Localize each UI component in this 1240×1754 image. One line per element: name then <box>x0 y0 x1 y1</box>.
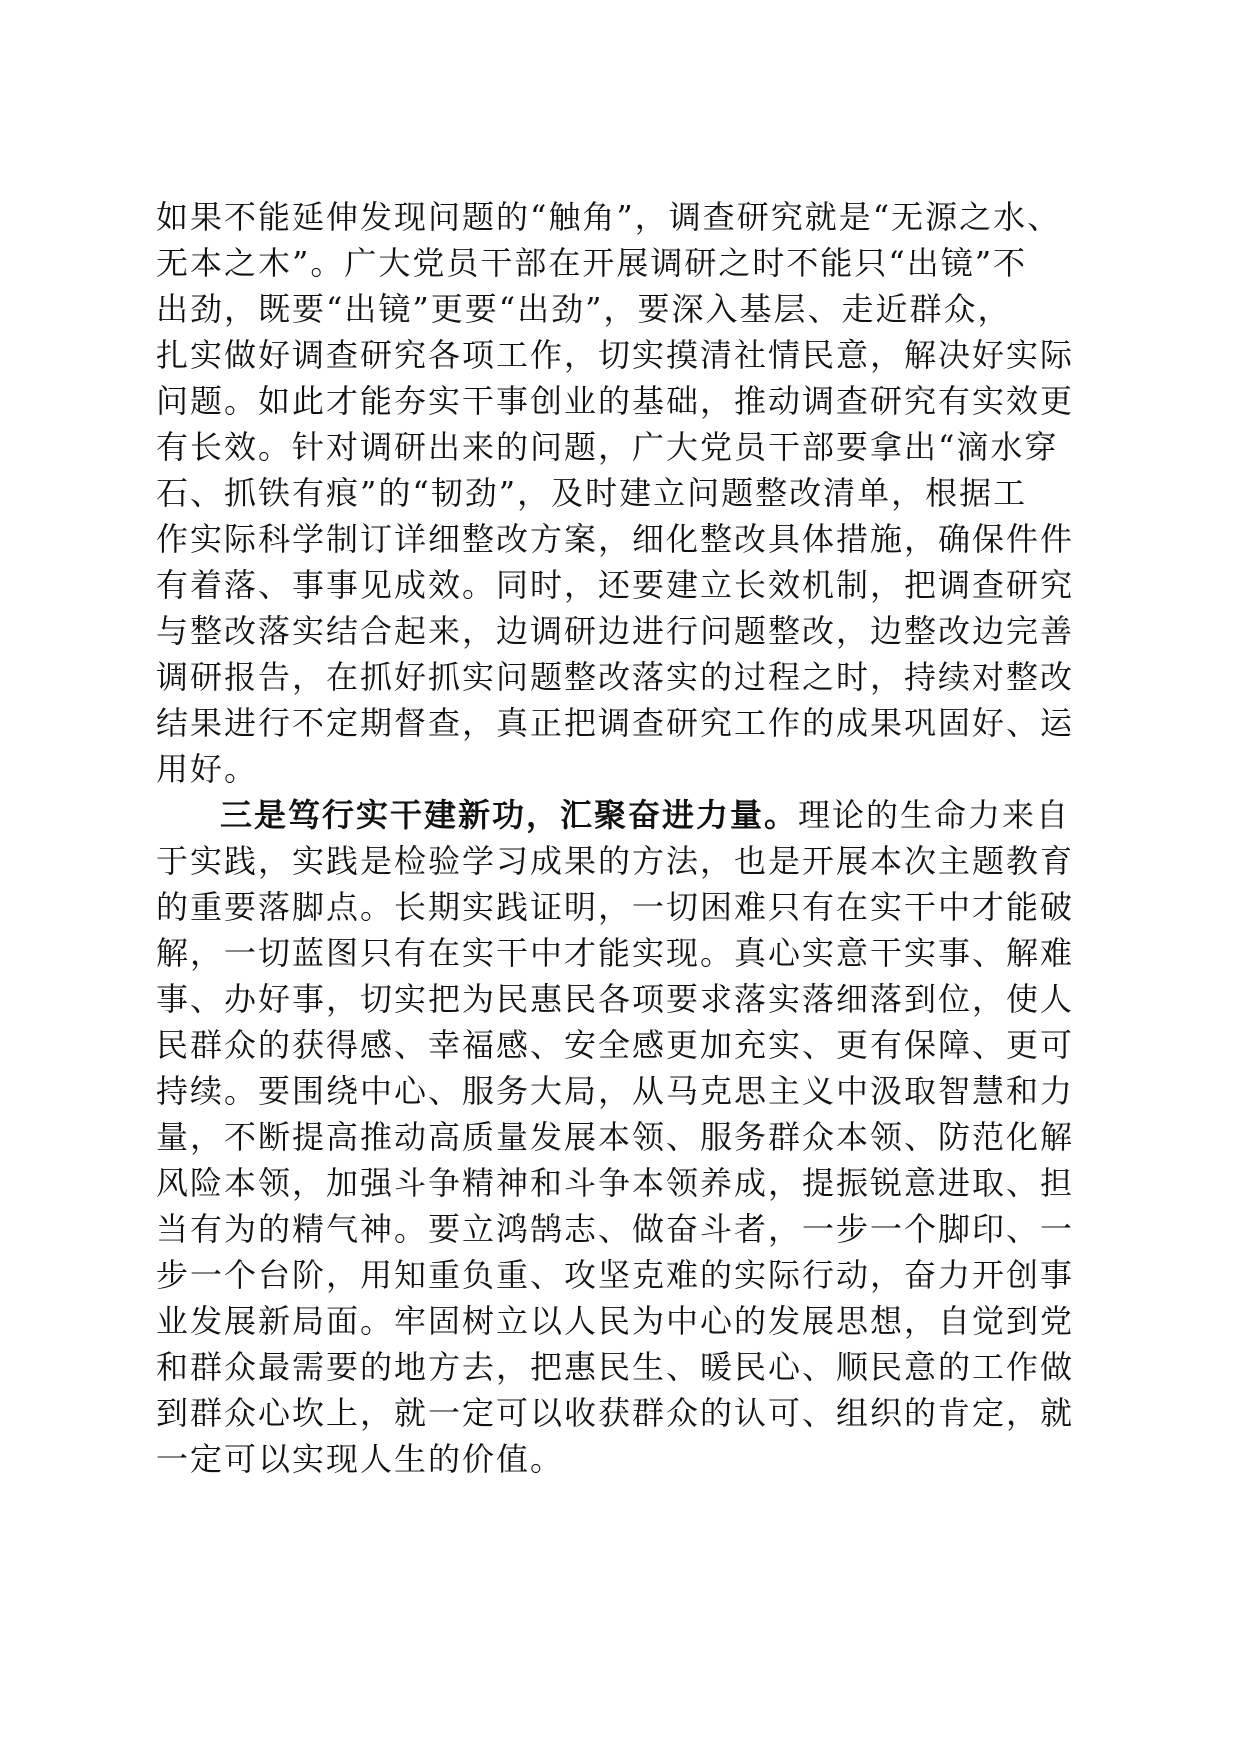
text-line: 扎实做好调查研究各项工作，切实摸清社情民意，解决好实际 <box>156 336 1075 374</box>
text-line: 无本之木”。广大党员干部在开展调研之时不能只“出镜”不 <box>156 244 1028 282</box>
text-line: 事、办好事，切实把为民惠民各项要求落实落细落到位，使人 <box>156 980 1075 1018</box>
document-body <box>156 194 1086 1482</box>
text-line: 作实际科学制订详细整改方案，细化整改具体措施，确保件件 <box>156 520 1075 558</box>
text-line: 调研报告，在抓好抓实问题整改落实的过程之时，持续对整改 <box>156 658 1075 696</box>
heading-continuation: 理论的生命力来自 <box>798 796 1071 834</box>
text-line: 与整改落实结合起来，边调研边进行问题整改，边整改边完善 <box>156 612 1075 650</box>
text-line: 业发展新局面。牢固树立以人民为中心的发展思想，自觉到党 <box>156 1302 1075 1340</box>
text-line: 当有为的精气神。要立鸿鹄志、做奋斗者，一步一个脚印、一 <box>156 1210 1075 1248</box>
text-line: 持续。要围绕中心、服务大局，从马克思主义中汲取智慧和力 <box>156 1072 1075 1110</box>
text-line: 出劲，既要“出镜”更要“出劲”，要深入基层、走近群众， <box>156 290 1012 328</box>
paragraph-2 <box>156 792 1086 1482</box>
text-line: 步一个台阶，用知重负重、攻坚克难的实际行动，奋力开创事 <box>156 1256 1075 1294</box>
text-line: 有着落、事事见成效。同时，还要建立长效机制，把调查研究 <box>156 566 1075 604</box>
text-line: 到群众心坎上，就一定可以收获群众的认可、组织的肯定，就 <box>156 1394 1075 1432</box>
text-line: 用好。 <box>156 750 259 788</box>
text-line: 的重要落脚点。长期实践证明，一切困难只有在实干中才能破 <box>156 888 1075 926</box>
text-line: 风险本领，加强斗争精神和斗争本领养成，提振锐意进取、担 <box>156 1164 1075 1202</box>
text-line: 如果不能延伸发现问题的“触角”，调查研究就是“无源之水、 <box>156 198 1062 236</box>
text-line: 石、抓铁有痕”的“韧劲”，及时建立问题整改清单，根据工 <box>156 474 1028 512</box>
text-line: 民群众的获得感、幸福感、安全感更加充实、更有保障、更可 <box>156 1026 1075 1064</box>
text-line: 量，不断提高推动高质量发展本领、服务群众本领、防范化解 <box>156 1118 1075 1156</box>
text-line: 于实践，实践是检验学习成果的方法，也是开展本次主题教育 <box>156 842 1075 880</box>
text-line: 问题。如此才能夯实干事创业的基础，推动调查研究有实效更 <box>156 382 1075 420</box>
text-line: 解，一切蓝图只有在实干中才能实现。真心实意干实事、解难 <box>156 934 1075 972</box>
text-line: 一定可以实现人生的价值。 <box>156 1440 565 1478</box>
text-line-first <box>156 792 1086 838</box>
text-line: 和群众最需要的地方去，把惠民生、暖民心、顺民意的工作做 <box>156 1348 1075 1386</box>
section-heading: 三是笃行实干建新功，汇聚奋进力量。 <box>220 796 799 834</box>
text-line: 结果进行不定期督查，真正把调查研究工作的成果巩固好、运 <box>156 704 1075 742</box>
text-line: 有长效。针对调研出来的问题，广大党员干部要拿出“滴水穿 <box>156 428 1059 466</box>
paragraph-1 <box>156 194 1086 792</box>
